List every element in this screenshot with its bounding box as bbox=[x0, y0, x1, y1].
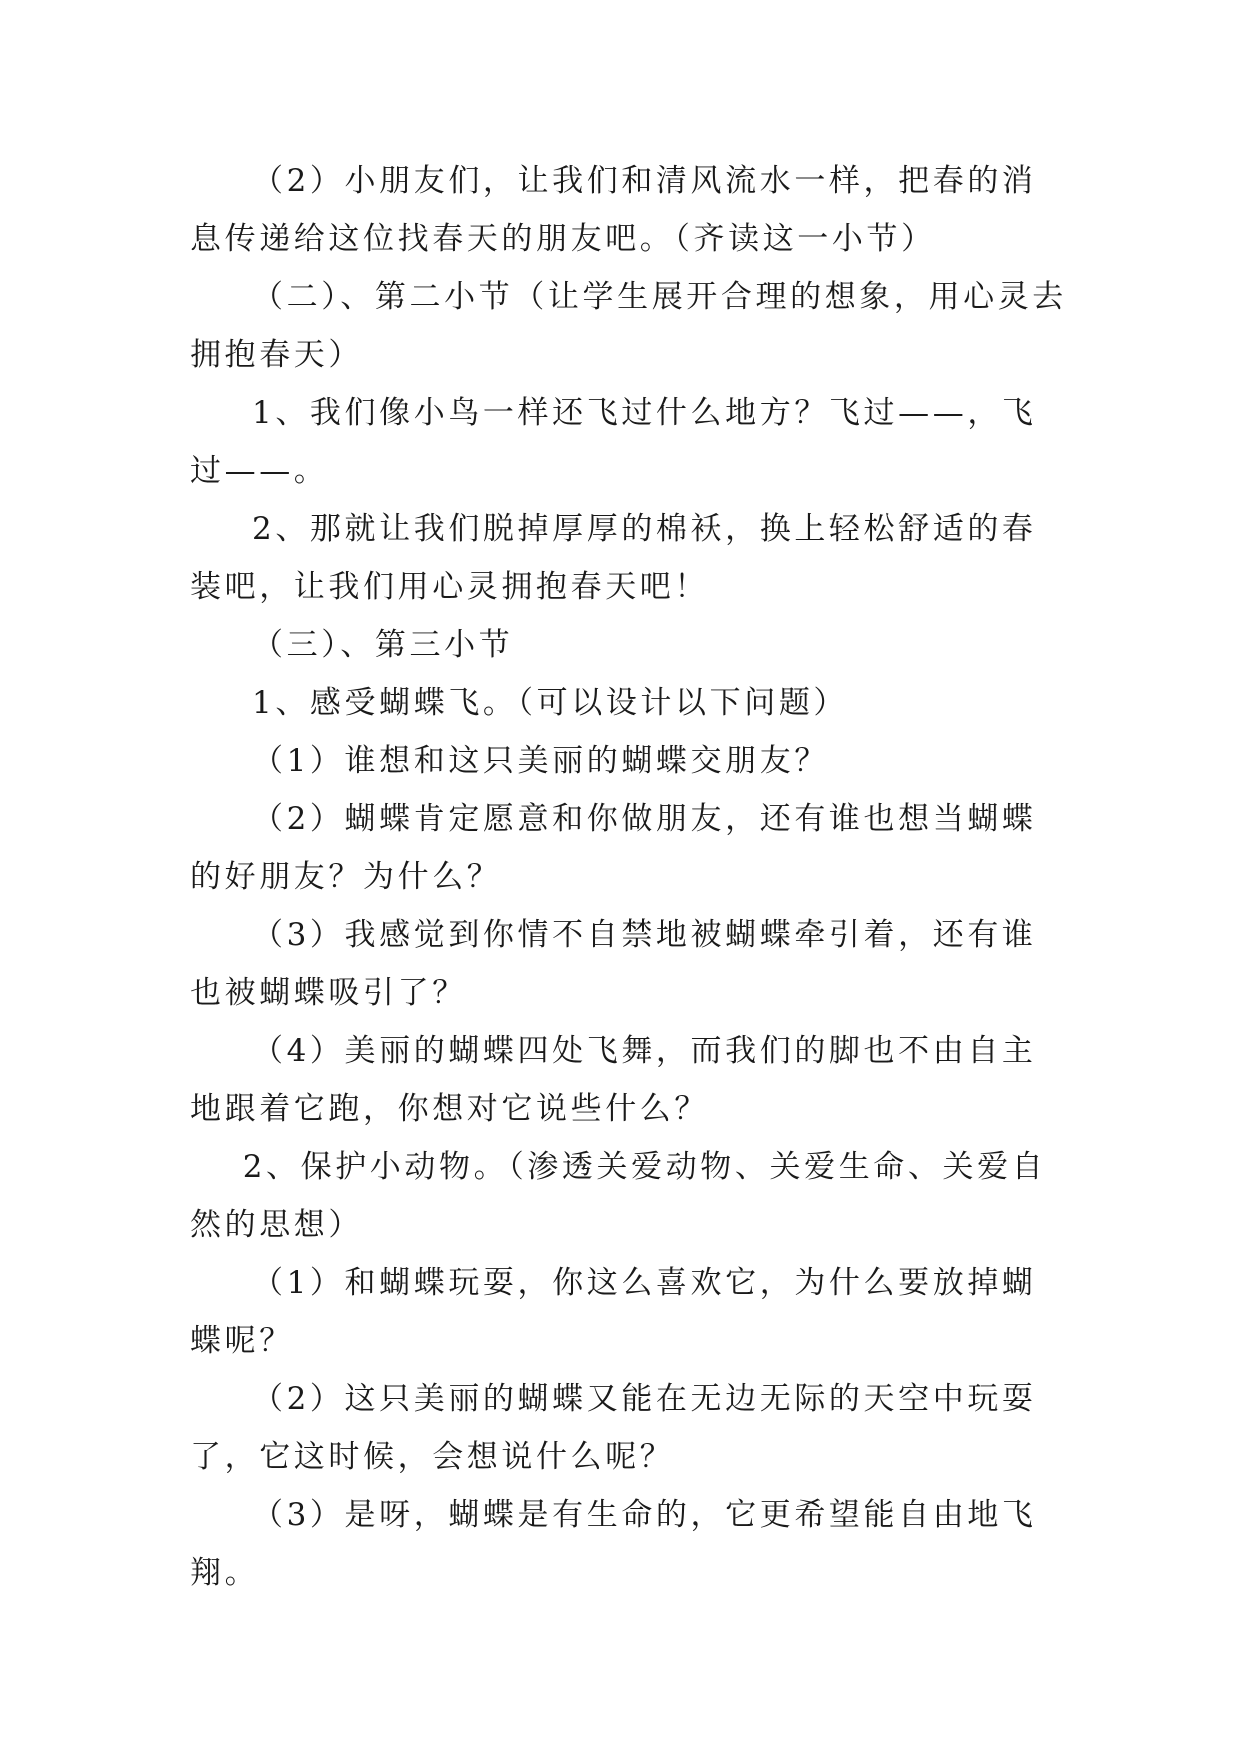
paragraph: 2、那就让我们脱掉厚厚的棉袄，换上轻松舒适的春装吧，让我们用心灵拥抱春天吧！ bbox=[190, 511, 1037, 605]
paragraph: （三）、第三小节 bbox=[252, 627, 514, 663]
paragraph: （2）这只美丽的蝴蝶又能在无边无际的天空中玩耍了，它这时候，会想说什么呢？ bbox=[190, 1381, 1037, 1475]
paragraph: （2）小朋友们，让我们和清风流水一样，把春的消息传递给这位找春天的朋友吧。（齐读这一小节） bbox=[190, 163, 1037, 257]
paragraph: （1）和蝴蝶玩耍，你这么喜欢它，为什么要放掉蝴蝶呢？ bbox=[190, 1265, 1037, 1359]
paragraph: 1、我们像小鸟一样还飞过什么地方？飞过——，飞过——。 bbox=[190, 395, 1037, 489]
paragraph: 2、保护小动物。（渗透关爱动物、关爱生命、关爱自然的思想） bbox=[190, 1149, 1047, 1243]
document-body bbox=[190, 152, 1070, 1602]
paragraph: （二）、第二小节（让学生展开合理的想象，用心灵去拥抱春天） bbox=[190, 279, 1067, 373]
paragraph: 1、感受蝴蝶飞。（可以设计以下问题） bbox=[252, 685, 849, 721]
paragraph: （3）是呀，蝴蝶是有生命的，它更希望能自由地飞翔。 bbox=[190, 1497, 1037, 1591]
paragraph: （4）美丽的蝴蝶四处飞舞，而我们的脚也不由自主地跟着它跑，你想对它说些什么？ bbox=[190, 1033, 1037, 1127]
paragraph: （1）谁想和这只美丽的蝴蝶交朋友？ bbox=[252, 743, 829, 779]
paragraph: （2）蝴蝶肯定愿意和你做朋友，还有谁也想当蝴蝶的好朋友？为什么？ bbox=[190, 801, 1037, 895]
paragraph: （3）我感觉到你情不自禁地被蝴蝶牵引着，还有谁也被蝴蝶吸引了？ bbox=[190, 917, 1037, 1011]
